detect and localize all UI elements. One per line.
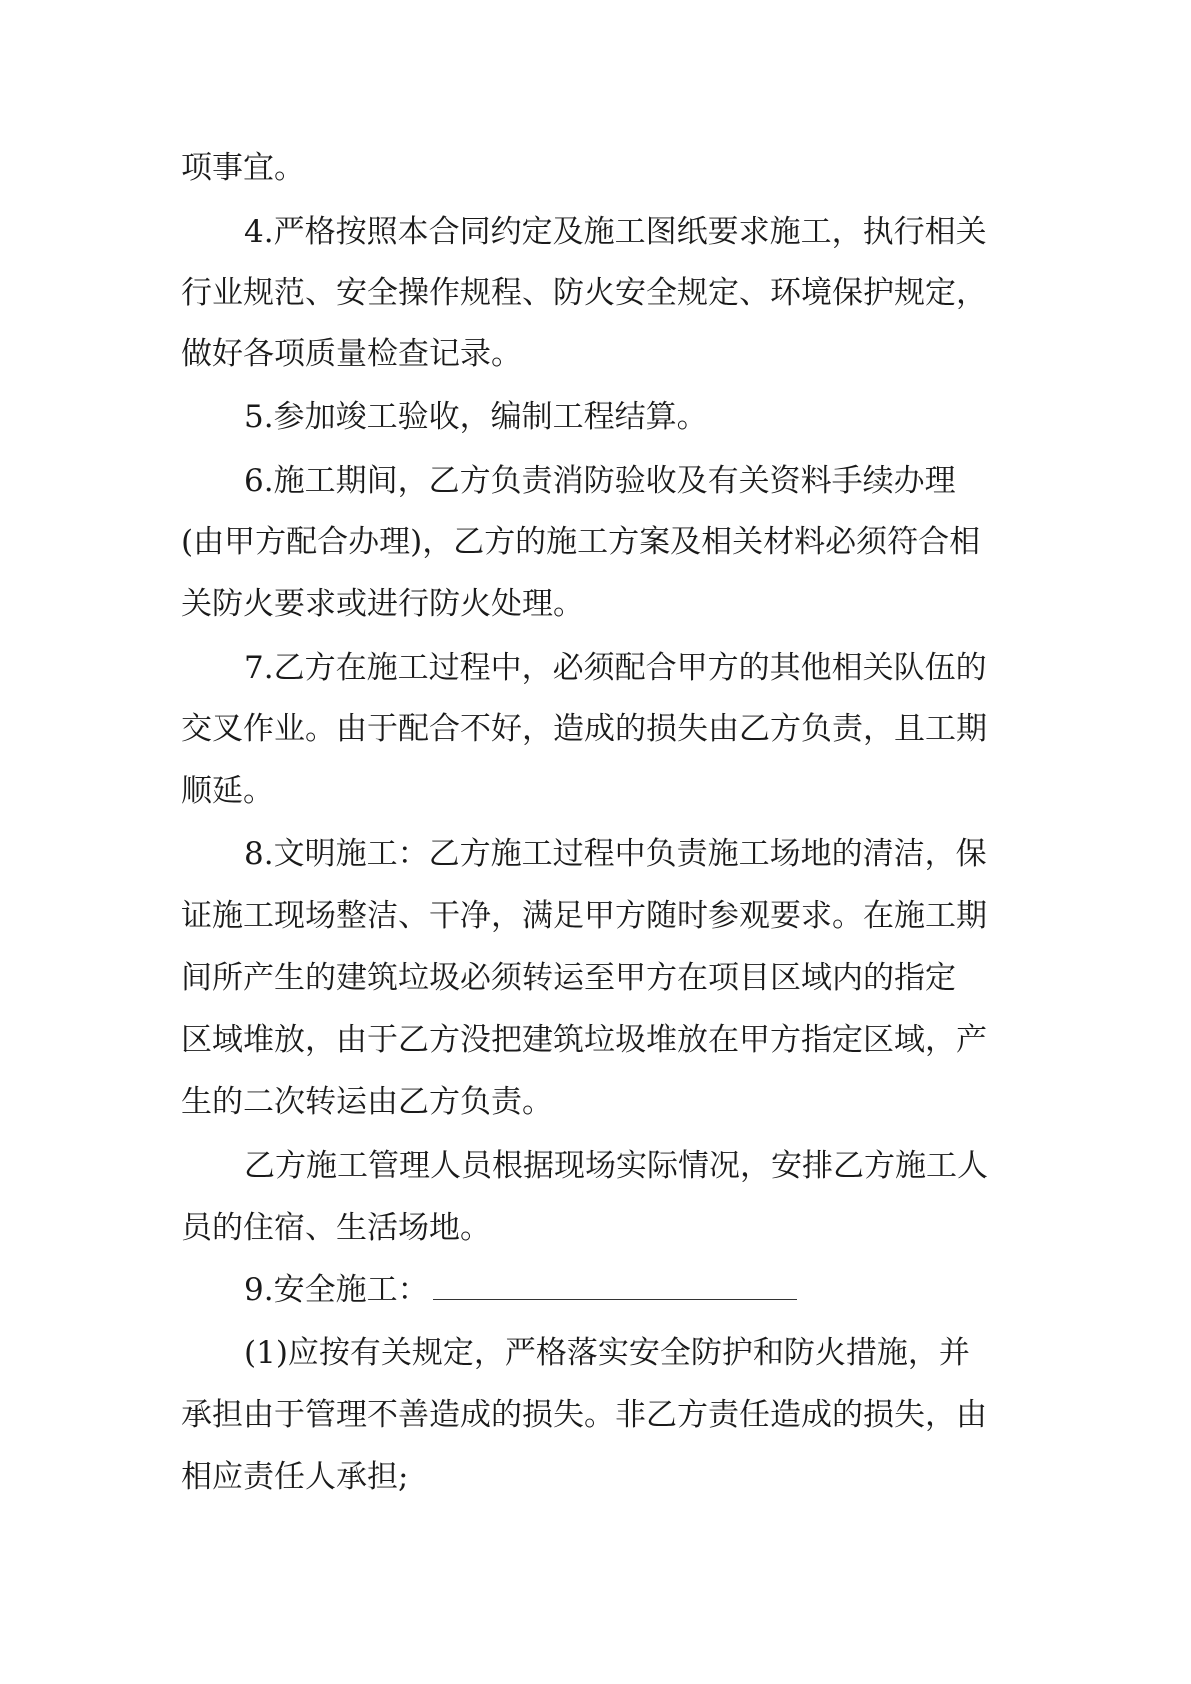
- line-text: 乙方施工管理人员根据现场实际情况，安排乙方施工人: [244, 1148, 988, 1184]
- text-line: [0, 522, 1191, 562]
- line-text: 7.乙方在施工过程中，必须配合甲方的其他相关队伍的: [244, 650, 987, 686]
- text-line: [0, 648, 1191, 688]
- line-text: 行业规范、安全操作规程、防火安全规定、环境保护规定，: [181, 275, 987, 311]
- line-text: 员的住宿、生活场地。: [181, 1210, 491, 1246]
- text-line: [0, 1020, 1191, 1060]
- line-text: 关防火要求或进行防火处理。: [181, 586, 584, 622]
- line-text: 交叉作业。由于配合不好，造成的损失由乙方负责，且工期: [181, 711, 987, 747]
- line-text: 9.安全施工：: [244, 1272, 429, 1308]
- line-text: 5.参加竣工验收，编制工程结算。: [244, 399, 708, 435]
- text-line: [0, 397, 1191, 437]
- text-line: [0, 212, 1191, 252]
- line-text: 区域堆放，由于乙方没把建筑垃圾堆放在甲方指定区域，产: [181, 1022, 987, 1058]
- text-line: [0, 461, 1191, 501]
- text-line: [0, 1333, 1191, 1373]
- text-line: [0, 1457, 1191, 1497]
- line-text: 做好各项质量检查记录。: [181, 336, 522, 372]
- text-line: [0, 334, 1191, 374]
- text-line: [0, 896, 1191, 936]
- line-text: 生的二次转运由乙方负责。: [181, 1084, 553, 1120]
- line-text: 证施工现场整洁、干净，满足甲方随时参观要求。在施工期: [181, 898, 987, 934]
- text-line: [0, 1208, 1191, 1248]
- text-line: [0, 1146, 1191, 1186]
- text-line: [0, 1082, 1191, 1122]
- text-line: [0, 148, 1191, 188]
- line-text: 4.严格按照本合同约定及施工图纸要求施工，执行相关: [244, 214, 987, 250]
- text-line: [0, 1270, 1191, 1310]
- line-text: 相应责任人承担;: [181, 1459, 409, 1495]
- line-text: (1)应按有关规定，严格落实安全防护和防火措施，并: [244, 1335, 970, 1371]
- line-text: 间所产生的建筑垃圾必须转运至甲方在项目区域内的指定: [181, 960, 956, 996]
- line-text: 承担由于管理不善造成的损失。非乙方责任造成的损失，由: [181, 1397, 987, 1433]
- line-text: 6.施工期间，乙方负责消防验收及有关资料手续办理: [244, 463, 956, 499]
- fill-in-blank-line: [433, 1271, 797, 1300]
- line-text: 8.文明施工：乙方施工过程中负责施工场地的清洁，保: [244, 836, 987, 872]
- text-line: [0, 709, 1191, 749]
- line-text: (由甲方配合办理)，乙方的施工方案及相关材料必须符合相: [181, 524, 981, 560]
- text-line: [0, 771, 1191, 811]
- text-line: [0, 273, 1191, 313]
- line-text: 顺延。: [181, 773, 274, 809]
- text-line: [0, 958, 1191, 998]
- line-text: 项事宜。: [181, 150, 305, 186]
- text-line: [0, 584, 1191, 624]
- text-line: [0, 834, 1191, 874]
- text-line: [0, 1395, 1191, 1435]
